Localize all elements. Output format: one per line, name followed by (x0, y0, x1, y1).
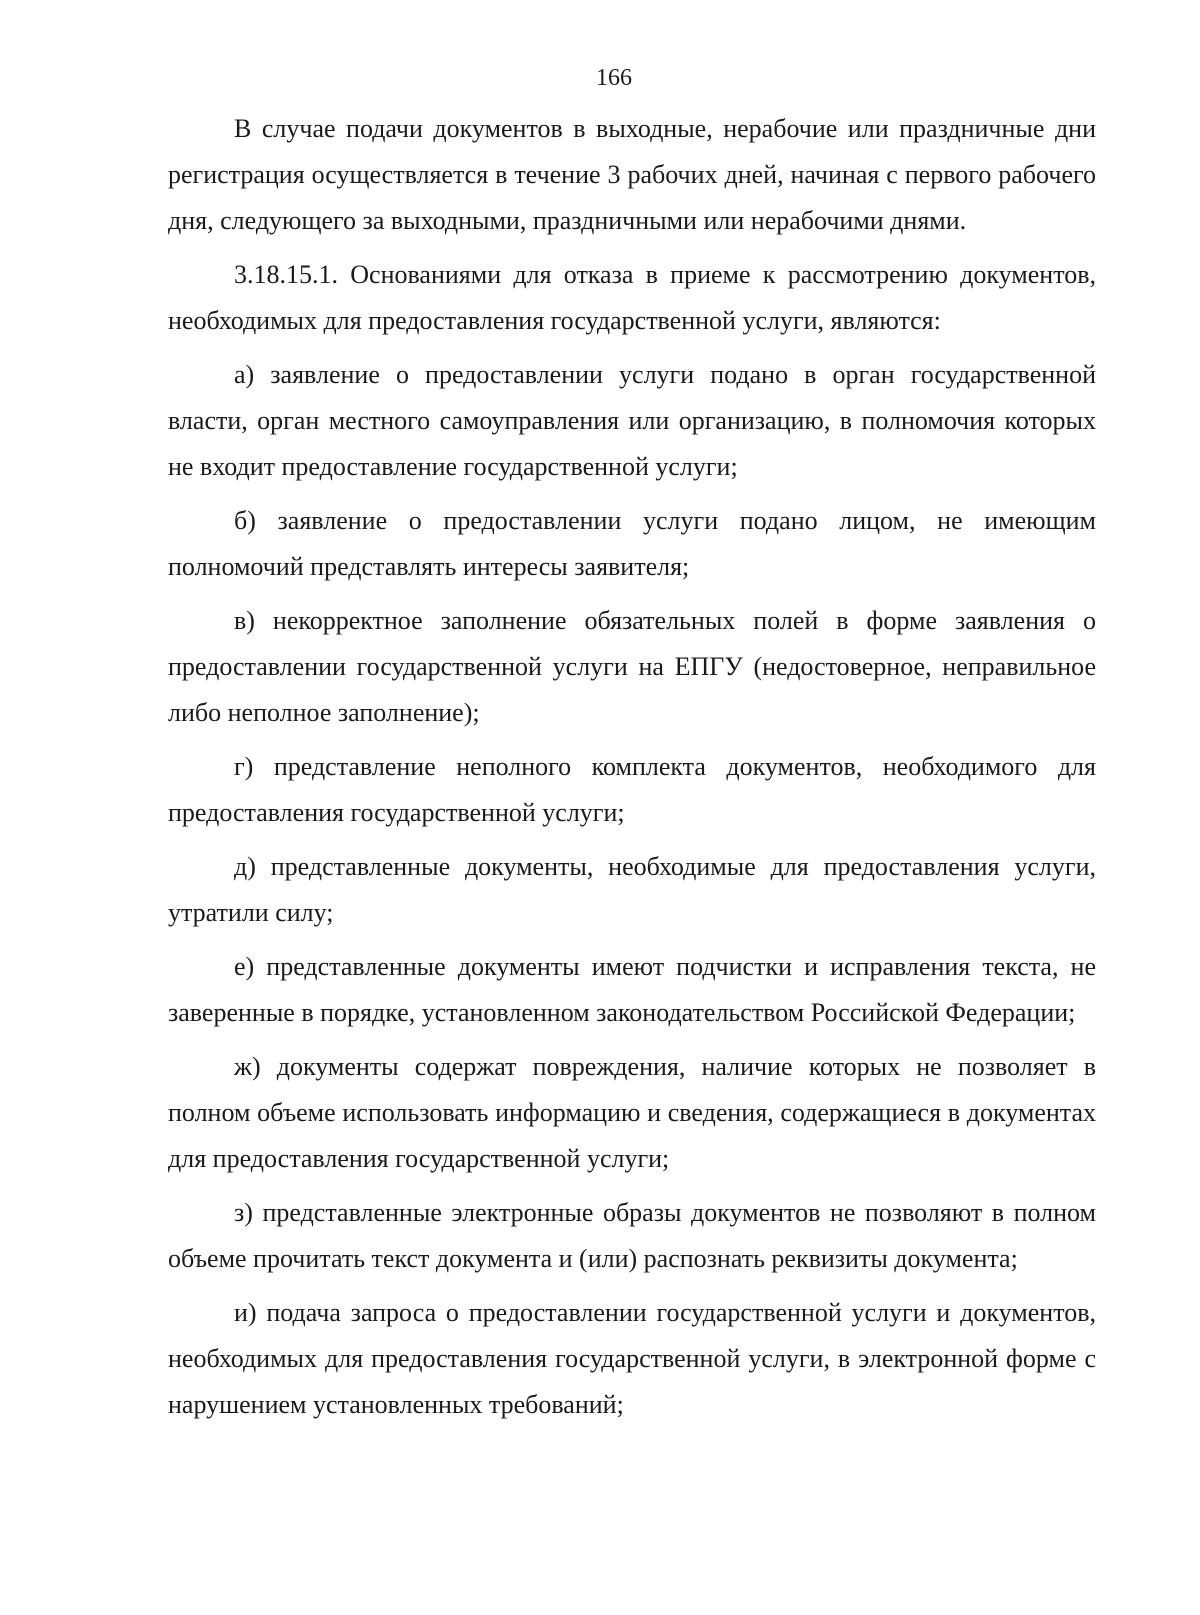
list-item-i: и) подача запроса о предоставлении государственной услуги и документов, необходимых для предоставления государственной услуги, в электронной форме с нарушением установленных требований; (168, 1298, 1096, 1419)
list-item-v: в) некорректное заполнение обязательных полей в форме заявления о предоставлении государственной услуги на ЕПГУ (недостоверное, неправильное либо неполное заполнение); (168, 606, 1096, 727)
page-number: 166 (596, 65, 632, 91)
list-item-zh: ж) документы содержат повреждения, наличие которых не позволяет в полном объеме использовать информацию и сведения, содержащиеся в документах для предоставления государственной услуги; (168, 1052, 1096, 1173)
paragraph-refusal-grounds-heading: 3.18.15.1. Основаниями для отказа в приеме к рассмотрению документов, необходимых для предоставления государственной услуги, являются: (168, 260, 1096, 335)
list-item-d: д) представленные документы, необходимые для предоставления услуги, утратили силу; (168, 852, 1096, 927)
list-item-a: а) заявление о предоставлении услуги подано в орган государственной власти, орган местного самоуправления или организацию, в полномочия которых не входит предоставление государственной услуги; (168, 360, 1096, 481)
list-item-g: г) представление неполного комплекта документов, необходимого для предоставления государственной услуги; (168, 752, 1096, 827)
list-item-e: е) представленные документы имеют подчистки и исправления текста, не заверенные в порядке, установленном законодательством Российской Федерации; (168, 952, 1096, 1027)
list-item-b: б) заявление о предоставлении услуги подано лицом, не имеющим полномочий представлять интересы заявителя; (168, 506, 1096, 581)
list-item-z: з) представленные электронные образы документов не позволяют в полном объеме прочитать текст документа и (или) распознать реквизиты документа; (168, 1198, 1096, 1273)
paragraph-registration-weekends: В случае подачи документов в выходные, нерабочие или праздничные дни регистрация осуществляется в течение 3 рабочих дней, начиная с первого рабочего дня, следующего за выходными, праздничными или нерабочими днями. (168, 114, 1096, 235)
document-body (168, 106, 1096, 1436)
